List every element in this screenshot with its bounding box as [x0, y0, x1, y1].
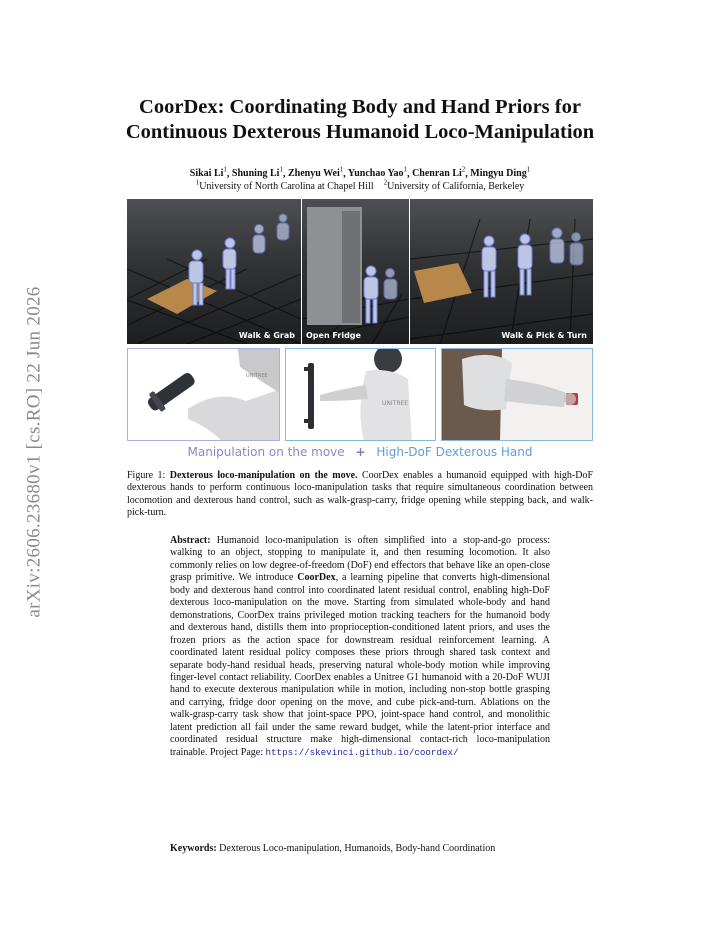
- panel-label-walk-pick-turn: Walk & Pick & Turn: [501, 331, 587, 340]
- robot-hand-holding-bottle: [128, 349, 280, 441]
- title-line-1: CoorDex: Coordinating Body and Hand Priors for: [139, 96, 581, 118]
- author: Chenran Li$^2$: [412, 166, 466, 180]
- affiliation: $^2$University of California, Berkeley: [383, 179, 525, 193]
- abstract: Abstract: Humanoid loco-manipulation is often simplified into a stop-and-go process: walking to an object, stopping to manipulate it, and then resuming locomotion. It also commonly relies on low degree-of-freedom (DoF) end effectors that behave like an open-close grasp primitive. We introduce CoorDex, a learning pipeline that converts high-dimensional body and dexterous hand control into coordinated latent residual control, enabling high-DoF dexterous loco-manipulation on the move. Starting from simulated whole-body and hand demonstrations, CoorDex trains privileged motion tracking teachers for the humanoid body and dexterous hand, distills them into proprioception-conditioned latent priors, and uses the frozen priors as the action space for downstream residual reinforcement learning. A coordinated latent residual policy composes these priors through shared task context and separate body-hand residual heads, preserving natural whole-body motion while improving finger-level contact reliability. CoorDex enables a Unitree G1 humanoid with a 20-DoF WUJI hand to execute dexterous manipulation while in motion, including non-stop bottle grasping and carrying, fridge door opening on the move, and cube pick-and-turn. Ablations on the walk-grasp-carry task show that joint-space PPO, joint-space hand control, and monolithic latent prediction all fail under the same reward budget, while the latent-prior interface and coordinated residual structure make high-dimensional contact-rich loco-manipulation trainable. Project Page: https://skevinci.github.io/coordex/: [170, 535, 550, 758]
- wooden-table: [414, 263, 472, 303]
- arxiv-identifier: arXiv:2606.23680v1 [cs.RO] 22 Jun 2026: [24, 286, 45, 618]
- project-page-link[interactable]: https://skevinci.github.io/coordex/: [265, 746, 459, 758]
- affiliation: $^1$University of North Carolina at Chapel Hill: [195, 179, 374, 193]
- humanoid-robot: [364, 266, 397, 323]
- arxiv-stamp: [22, 262, 48, 642]
- banner-plus: +: [355, 445, 366, 459]
- robot-pulling-handle: [286, 349, 436, 441]
- panel-label-walk-grab: Walk & Grab: [238, 331, 295, 340]
- real-panel-bottle-grasp: [127, 348, 280, 441]
- sim-panel-walk-grab: [127, 199, 301, 344]
- panel-label-open-fridge: Open Fridge: [306, 331, 361, 340]
- svg-text:UNITREE: UNITREE: [246, 373, 268, 379]
- author-list: Sikai Li$^1$, Shuning Li$^1$, Zhenyu Wei$^1$, Yunchao Yao$^1$, Chenran Li$^2$, Mingyu Ding$^1$: [189, 166, 531, 180]
- banner-manipulation-on-move: Manipulation on the move: [187, 445, 345, 459]
- real-panel-cube-pick: [441, 348, 593, 441]
- sim-panel-open-fridge: [302, 199, 409, 344]
- svg-text:UNITREE: UNITREE: [382, 400, 409, 407]
- paper-title: [100, 95, 620, 145]
- author: Yunchao Yao$^1$: [347, 166, 408, 180]
- author: Shuning Li$^1$: [231, 166, 283, 180]
- abstract-label: Abstract:: [170, 535, 211, 546]
- real-panel-fridge-handle: [285, 348, 436, 441]
- method-name: CoorDex: [297, 572, 336, 584]
- figure-caption: Figure 1: Dexterous loco-manipulation on the move. CoorDex enables a humanoid equipped with high-DoF dexterous hands to perform continuous loco-manipulation tasks that require simultaneous coordination between locomotion and dexterous hand control, such as walk-grasp-carry, fridge opening while stepping back, and walk-pick-turn.: [127, 470, 594, 518]
- author: Mingyu Ding$^1$: [470, 166, 531, 180]
- floor-grid: [410, 199, 593, 344]
- floor-grid: [127, 199, 301, 344]
- keywords-label: Keywords:: [170, 843, 217, 854]
- caption-bold: Dexterous loco-manipulation on the move.: [169, 470, 358, 481]
- author: Zhenyu Wei$^1$: [287, 166, 344, 180]
- banner-high-dof-hand: High-DoF Dexterous Hand: [376, 445, 533, 459]
- sim-panel-walk-pick-turn: [410, 199, 593, 344]
- author: Sikai Li$^1$: [189, 166, 227, 180]
- fridge-scene: [302, 199, 409, 344]
- title-line-2: Continuous Dexterous Humanoid Loco-Manipulation: [125, 121, 595, 143]
- affiliations: [100, 177, 620, 193]
- figure-banner: [127, 445, 593, 459]
- robot-holding-cube: [442, 349, 593, 441]
- keywords: Keywords: Dexterous Loco-manipulation, Humanoids, Body-hand Coordination: [170, 843, 496, 854]
